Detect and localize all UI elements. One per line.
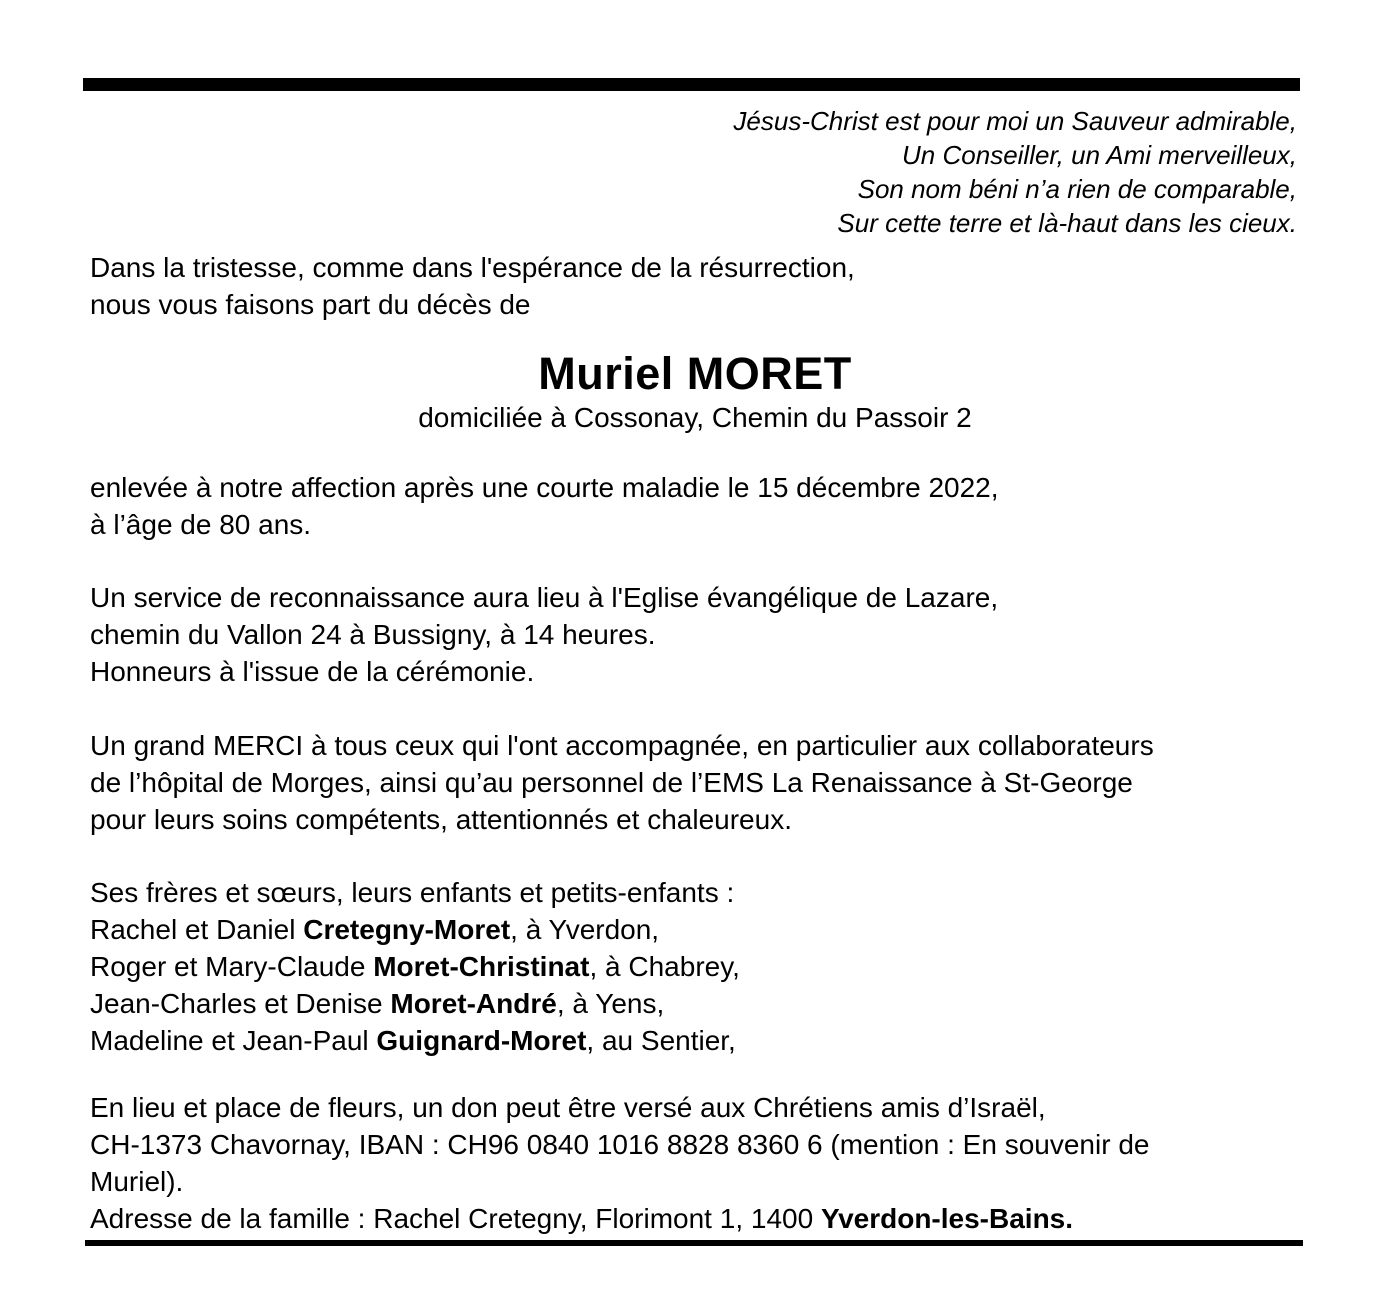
epigraph-line: Son nom béni n’a rien de comparable, — [857, 174, 1297, 204]
intro-line: nous vous faisons part du décès de — [90, 289, 531, 320]
epigraph-line: Un Conseiller, un Ami merveilleux, — [902, 140, 1297, 170]
family-member-names: Rachel et Daniel — [90, 914, 304, 945]
thanks-line: de l’hôpital de Morges, ainsi qu’au personnel de l’EMS La Renaissance à St-George — [90, 767, 1133, 798]
top-rule — [83, 78, 1300, 91]
service-line: Honneurs à l'issue de la cérémonie. — [90, 656, 535, 687]
intro-paragraph — [90, 249, 1300, 323]
family-member-place: , à Yens, — [556, 988, 665, 1019]
donation-paragraph — [90, 1089, 1300, 1200]
family-heading: Ses frères et sœurs, leurs enfants et petits-enfants : — [90, 877, 735, 908]
family-member-names: Madeline et Jean-Paul — [90, 1025, 377, 1056]
death-paragraph — [90, 469, 1300, 543]
epigraph — [0, 104, 1297, 240]
deceased-residence: domiciliée à Cossonay, Chemin du Passoir 2 — [418, 402, 972, 433]
thanks-line: Un grand MERCI à tous ceux qui l'ont accompagnée, en particulier aux collaborateurs — [90, 730, 1154, 761]
family-member-surname: Moret-Christinat — [373, 951, 590, 982]
family-address-city: Yverdon-les-Bains. — [820, 1203, 1074, 1234]
donation-line: En lieu et place de fleurs, un don peut être versé aux Chrétiens amis d’Israël, — [90, 1092, 1046, 1123]
family-address-text: Adresse de la famille : Rachel Cretegny, Florimont 1, 1400 — [90, 1203, 821, 1234]
family-address — [90, 1200, 1300, 1237]
thanks-paragraph — [90, 727, 1300, 838]
family-member — [90, 948, 1300, 985]
family-member-surname: Guignard-Moret — [376, 1025, 587, 1056]
family-member-surname: Cretegny-Moret — [303, 914, 511, 945]
thanks-line: pour leurs soins compétents, attentionnés et chaleureux. — [90, 804, 792, 835]
family-member — [90, 1022, 1300, 1059]
service-line: Un service de reconnaissance aura lieu à l'Eglise évangélique de Lazare, — [90, 582, 999, 613]
family-member-place: , au Sentier, — [586, 1025, 736, 1056]
family-member-place: , à Yverdon, — [510, 914, 660, 945]
service-paragraph — [90, 579, 1300, 690]
family-member — [90, 911, 1300, 948]
service-line: chemin du Vallon 24 à Bussigny, à 14 heures. — [90, 619, 656, 650]
epigraph-line: Jésus-Christ est pour moi un Sauveur admirable, — [733, 106, 1297, 136]
family-member — [90, 985, 1300, 1022]
family-member-names: Roger et Mary-Claude — [90, 951, 374, 982]
deceased-name: Muriel MORET — [538, 348, 852, 399]
family-member-place: , à Chabrey, — [589, 951, 740, 982]
epigraph-line: Sur cette terre et là-haut dans les cieux. — [837, 208, 1297, 238]
donation-line: CH-1373 Chavornay, IBAN : CH96 0840 1016 8828 8360 6 (mention : En souvenir de — [90, 1129, 1150, 1160]
death-line: à l’âge de 80 ans. — [90, 509, 312, 540]
intro-line: Dans la tristesse, comme dans l'espérance de la résurrection, — [90, 252, 855, 283]
family-member-names: Jean-Charles et Denise — [90, 988, 391, 1019]
notice-body — [90, 249, 1300, 1237]
death-line: enlevée à notre affection après une courte maladie le 15 décembre 2022, — [90, 472, 999, 503]
family-member-surname: Moret-André — [390, 988, 557, 1019]
bottom-rule — [85, 1240, 1303, 1246]
family-list — [90, 874, 1300, 1059]
donation-line: Muriel). — [90, 1166, 184, 1197]
